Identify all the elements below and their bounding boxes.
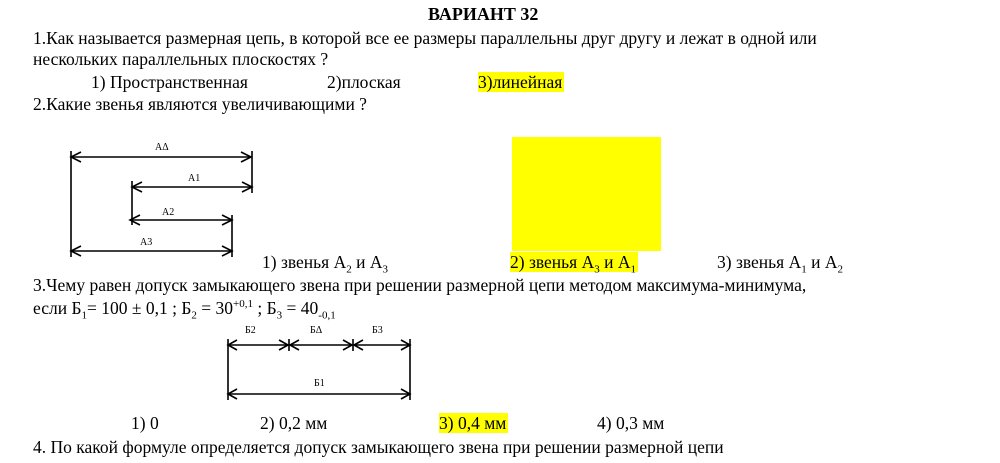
q1-option-1: 1) Пространственная xyxy=(91,72,248,92)
q2-dimension-diagram xyxy=(60,135,270,260)
q1-text-line1: 1.Как называется размерная цепь, в которой все ее размеры параллельны друг другу и лежат в одной или xyxy=(33,28,817,48)
q1-option-3: 3)линейная xyxy=(478,72,563,92)
q3-option-3: 3) 0,4 мм xyxy=(439,413,507,433)
label-a3: A3 xyxy=(140,237,153,248)
page-title: ВАРИАНТ 32 xyxy=(428,4,539,24)
q2-option-3: 3) звенья $A_1$ и $A_2$ xyxy=(717,252,843,276)
label-b1: Б1 xyxy=(314,378,325,389)
highlight-block xyxy=(512,137,661,251)
q3-option-2: 2) 0,2 мм xyxy=(260,413,328,433)
label-b3: Б3 xyxy=(372,325,383,336)
q3-option-4: 4) 0,3 мм xyxy=(597,413,665,433)
q1-text-line2: нескольких параллельных плоскостях ? xyxy=(33,49,329,69)
label-b-delta: БΔ xyxy=(310,325,323,336)
q3-dimension-diagram xyxy=(215,320,425,405)
label-b2: Б2 xyxy=(245,325,256,336)
label-a2: A2 xyxy=(162,207,175,218)
q2-option-2: 2) звенья $A_3$ и $A_1$ xyxy=(510,252,636,276)
q3-text-line1: 3.Чему равен допуск замыкающего звена при решении размерной цепи методом максимума-минимума, xyxy=(33,275,807,295)
q3-text-line2: если $Б_1= 100 \pm 0,1$ ; $Б_2 = 30^{+0,1}$ ; $Б_3 = 40_{-0,1}$ xyxy=(33,298,336,322)
label-a1: A1 xyxy=(188,173,201,184)
q3-option-1: 1) 0 xyxy=(131,413,159,433)
q2-text: 2.Какие звенья являются увеличивающими ? xyxy=(33,94,367,114)
q1-option-2: 2)плоская xyxy=(327,72,401,92)
label-a-delta: AΔ xyxy=(155,142,169,153)
q4-text-line1: 4. По какой формуле определяется допуск замыкающего звена при решении размерной цепи xyxy=(33,437,724,457)
q2-option-1: 1) звенья $A_2$ и $A_3$ xyxy=(262,252,388,276)
